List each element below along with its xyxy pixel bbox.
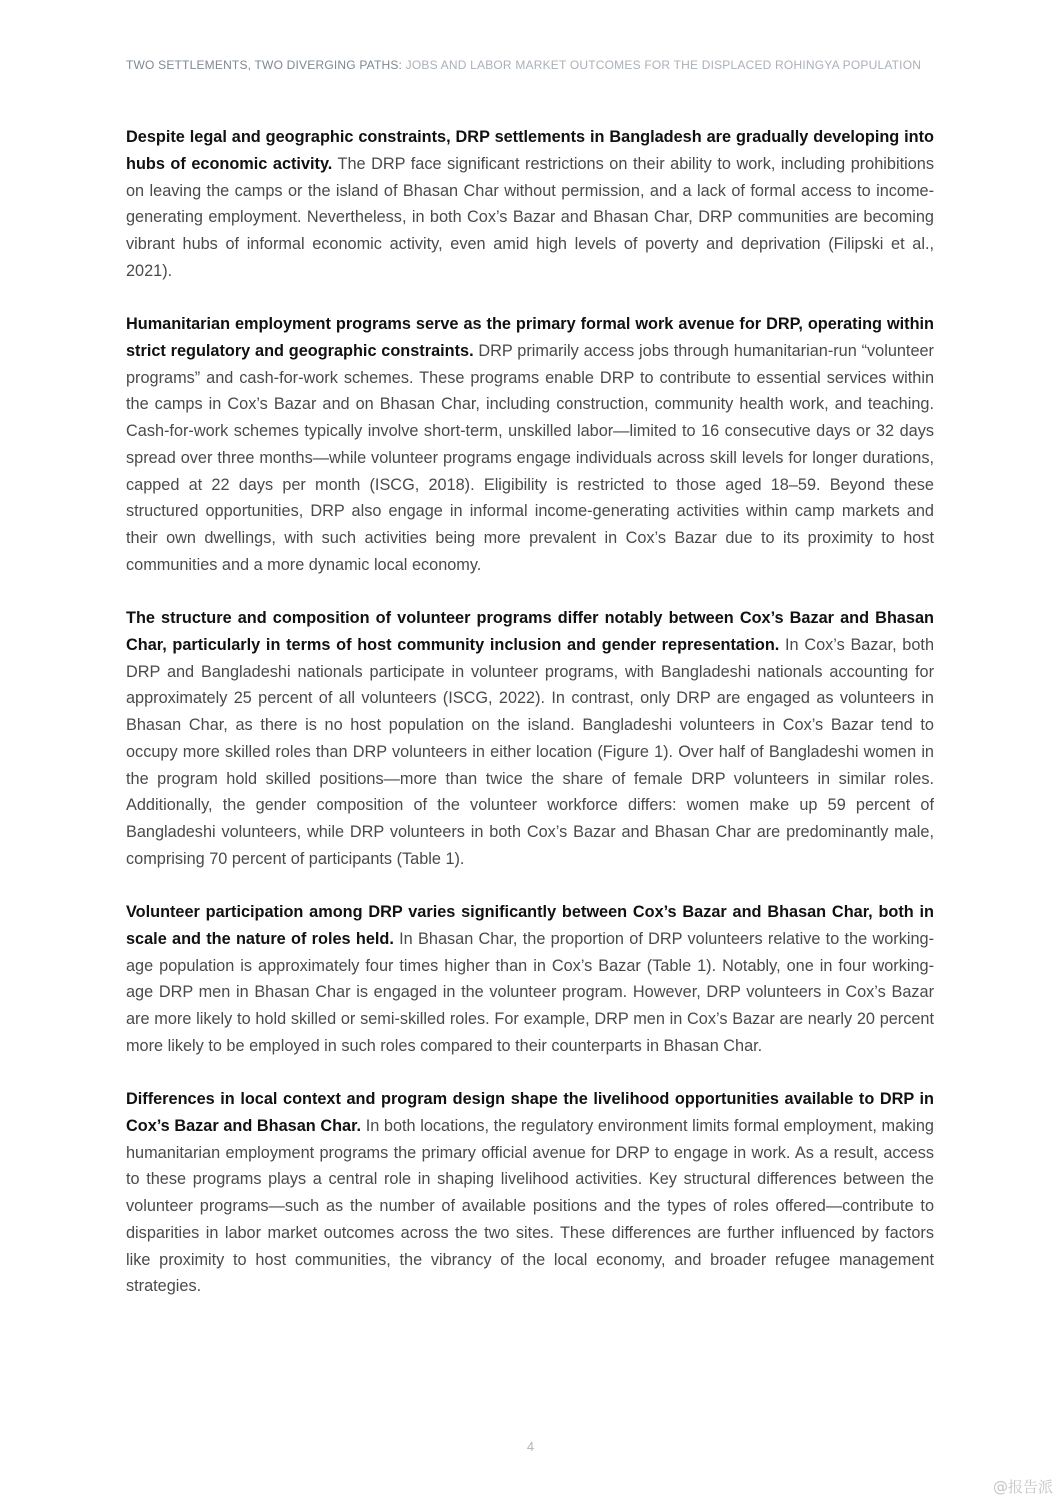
running-header-title: TWO SETTLEMENTS, TWO DIVERGING PATHS: bbox=[126, 58, 403, 72]
paragraph-local-context bbox=[126, 1086, 934, 1300]
paragraph-lead: The structure and composition of volunteer programs differ notably between Cox’s Bazar and Bhasan Char, particularly in terms of host community inclusion and gender representation. bbox=[126, 609, 934, 654]
paragraph-humanitarian-employment bbox=[126, 311, 934, 579]
paragraph-body: DRP primarily access jobs through humanitarian-run “volunteer programs” and cash-for-work schemes. These programs enable DRP to contribute to essential services within the camps in Cox’s Bazar and on Bhasan Char, including construction, community health work, and teaching. Cash-for-work schemes typically involve short-term, unskilled labor—limited to 16 consecutive days or 32 days spread over three months—while volunteer programs engage individuals across skill levels for longer durations, capped at 22 days per month (ISCG, 2018). Eligibility is restricted to those aged 18–59. Beyond these structured opportunities, DRP also engage in informal income-generating activities within camp markets and their own dwellings, with such activities being more prevalent in Cox’s Bazar due to its proximity to host communities and a more dynamic local economy. bbox=[126, 341, 934, 574]
watermark: @报告派 bbox=[992, 1478, 1053, 1496]
running-header-subtitle: JOBS AND LABOR MARKET OUTCOMES FOR THE DISPLACED ROHINGYA POPULATION bbox=[402, 58, 922, 72]
paragraph-lead: Volunteer participation among DRP varies significantly between Cox’s Bazar and Bhasan Char, both in scale and the nature of roles held. bbox=[126, 903, 934, 948]
paragraph-body: The DRP face significant restrictions on their ability to work, including prohibitions on leaving the camps or the island of Bhasan Char without permission, and a lack of formal access to income-generating employment. Nevertheless, in both Cox’s Bazar and Bhasan Char, DRP communities are becoming vibrant hubs of informal economic activity, even amid high levels of poverty and deprivation (Filipski et al., 2021). bbox=[126, 154, 934, 280]
paragraph-volunteer-participation bbox=[126, 899, 934, 1060]
paragraph-lead: Despite legal and geographic constraints, DRP settlements in Bangladesh are gradually developing into hubs of economic activity. bbox=[126, 128, 934, 173]
paragraph-economic-hubs bbox=[126, 124, 934, 285]
paragraph-lead: Humanitarian employment programs serve as the primary formal work avenue for DRP, operating within strict regulatory and geographic constraints. bbox=[126, 315, 934, 360]
page-number: 4 bbox=[526, 1439, 535, 1454]
running-header bbox=[126, 58, 936, 72]
paragraph-body: In Cox’s Bazar, both DRP and Bangladeshi nationals participate in volunteer programs, with Bangladeshi nationals accounting for approximately 25 percent of all volunteers (ISCG, 2022). In contrast, only DRP are engaged as volunteers in Bhasan Char, as there is no host population on the island. Bangladeshi volunteers in Cox’s Bazar tend to occupy more skilled roles than DRP volunteers in either location (Figure 1). Over half of Bangladeshi women in the program hold skilled positions—more than twice the share of female DRP volunteers in similar roles. Additionally, the gender composition of the volunteer workforce differs: women make up 59 percent of Bangladeshi volunteers, while DRP volunteers in both Cox’s Bazar and Bhasan Char are predominantly male, comprising 70 percent of participants (Table 1). bbox=[126, 635, 934, 868]
paragraph-body: In Bhasan Char, the proportion of DRP volunteers relative to the working-age population is approximately four times higher than in Cox’s Bazar (Table 1). Notably, one in four working-age DRP men in Bhasan Char is engaged in the volunteer program. However, DRP volunteers in Cox’s Bazar are more likely to hold skilled or semi-skilled roles. For example, DRP men in Cox’s Bazar are nearly 20 percent more likely to be employed in such roles compared to their counterparts in Bhasan Char. bbox=[126, 929, 934, 1055]
paragraph-volunteer-structure bbox=[126, 605, 934, 873]
body-text bbox=[126, 124, 934, 1327]
paragraph-body: In both locations, the regulatory environment limits formal employment, making humanitarian employment programs the primary official avenue for DRP to engage in work. As a result, access to these programs plays a central role in shaping livelihood activities. Key structural differences between the volunteer programs—such as the number of available positions and the types of roles offered—contribute to disparities in labor market outcomes across the two sites. These differences are further influenced by factors like proximity to host communities, the vibrancy of the local economy, and broader refugee management strategies. bbox=[126, 1116, 934, 1296]
paragraph-lead: Differences in local context and program design shape the livelihood opportunities available to DRP in Cox’s Bazar and Bhasan Char. bbox=[126, 1090, 934, 1135]
